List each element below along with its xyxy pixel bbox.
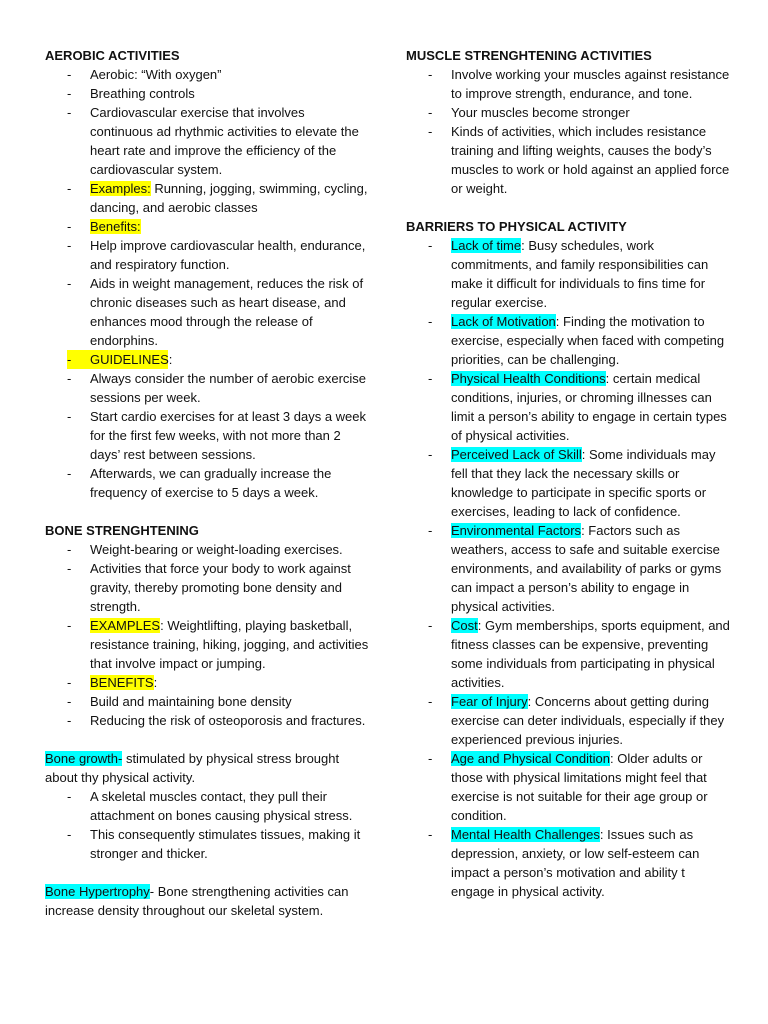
bone-growth-paragraph: Bone growth- stimulated by physical stress brought about thy physical activity. <box>45 751 340 785</box>
aerobic-heading: AEROBIC ACTIVITIES <box>45 48 180 63</box>
muscle-list <box>406 65 731 198</box>
highlight-term: Bone growth- <box>45 751 123 766</box>
list-item: - Always consider the number of aerobic exercise sessions per week. <box>67 371 367 405</box>
list-item <box>45 350 370 369</box>
bullet-dash: - <box>67 105 72 120</box>
bone-hypertrophy-paragraph: Bone Hypertrophy- Bone strengthening activities can increase density throughout our skeletal system. <box>45 884 349 918</box>
list-item: - Age and Physical Condition: Older adults or those with physical limitations might feel that exercise is not suitable for their age group or condition. <box>428 751 708 823</box>
list-item: - Lack of Motivation: Finding the motivation to exercise, especially when faced with competing priorities, can be challenging. <box>428 314 725 367</box>
list-item: - Build and maintaining bone density <box>67 694 292 709</box>
spacer <box>45 863 370 882</box>
bullet-dash: - <box>428 618 433 633</box>
bullet-dash: - <box>428 694 433 709</box>
list-item: - Afterwards, we can gradually increase the frequency of exercise to 5 days a week. <box>67 466 332 500</box>
aerobic-list <box>45 65 370 502</box>
highlight-term: Age and Physical Condition <box>451 751 610 766</box>
bullet-dash: - <box>67 238 72 253</box>
bullet-dash: - <box>67 827 72 842</box>
muscle-heading: MUSCLE STRENGHTENING ACTIVITIES <box>406 48 652 63</box>
bullet-dash: - <box>67 789 72 804</box>
bullet-dash: - <box>428 827 433 842</box>
spacer <box>406 198 731 217</box>
highlight-term: Lack of Motivation <box>451 314 556 329</box>
highlight-label: GUIDELINES: <box>90 352 173 367</box>
list-item: - Physical Health Conditions: certain medical conditions, injuries, or chroming illnesses can limit a person’s ability to engage in certain types of physical activities. <box>428 371 727 443</box>
list-item: - Involve working your muscles against resistance to improve strength, endurance, and tone. <box>428 67 730 101</box>
barriers-heading: BARRIERS TO PHYSICAL ACTIVITY <box>406 219 627 234</box>
highlight-term: Lack of time <box>451 238 522 253</box>
bullet-dash: - <box>67 352 72 367</box>
bullet-dash: - <box>67 694 72 709</box>
bone-growth-list <box>45 787 370 863</box>
left-column <box>45 46 370 920</box>
list-item: - Environmental Factors: Factors such as weathers, access to safe and suitable exercise environments, and availability of parks or gyms can impact a person’s ability to engage in physical activities. <box>428 523 722 614</box>
highlight-label: Examples: <box>90 181 151 196</box>
highlight-label: Benefits: <box>90 219 141 234</box>
bullet-dash: - <box>67 675 72 690</box>
bullet-dash: - <box>67 618 72 633</box>
bullet-dash: - <box>428 67 433 82</box>
list-item: - EXAMPLES: Weightlifting, playing basketball, resistance training, hiking, jogging, and activities that involve impact or jumping. <box>67 618 369 671</box>
list-item: - Lack of time: Busy schedules, work commitments, and family responsibilities can make it difficult for individuals to fins time for regular exercise. <box>428 238 709 310</box>
bullet-dash: - <box>67 561 72 576</box>
highlight-term: Perceived Lack of Skill <box>451 447 582 462</box>
bullet-dash: - <box>67 713 72 728</box>
bullet-dash: - <box>67 276 72 291</box>
list-item <box>45 217 370 236</box>
list-item: - Breathing controls <box>67 86 195 101</box>
list-item: - Kinds of activities, which includes resistance training and lifting weights, causes the body’s muscles to work or hold against an applied force or weight. <box>428 124 730 196</box>
bullet-dash: - <box>67 371 72 386</box>
list-item: - Perceived Lack of Skill: Some individuals may fell that they lack the necessary skills or knowledge to participate in specific sports or exercises, leading to lack of confidence. <box>428 447 716 519</box>
list-item: - Aerobic: “With oxygen” <box>67 67 222 82</box>
list-item: - Mental Health Challenges: Issues such as depression, anxiety, or low self-esteem can impact a person’s motivation and ability t engage in physical activity. <box>428 827 700 899</box>
highlight-term: Fear of Injury <box>451 694 528 709</box>
list-item: - Reducing the risk of osteoporosis and fractures. <box>67 713 366 728</box>
bullet-dash: - <box>428 105 433 120</box>
bullet-dash: - <box>428 523 433 538</box>
highlight-term: Mental Health Challenges <box>451 827 600 842</box>
bone-list <box>45 540 370 730</box>
list-item: - A skeletal muscles contact, they pull their attachment on bones causing physical stress. <box>67 789 353 823</box>
list-item: - Start cardio exercises for at least 3 days a week for the first few weeks, with not more than 2 days’ rest between sessions. <box>67 409 367 462</box>
list-item: - BENEFITS: <box>67 675 158 690</box>
highlight-term: Bone Hypertrophy <box>45 884 150 899</box>
list-item: - Help improve cardiovascular health, endurance, and respiratory function. <box>67 238 366 272</box>
bullet-dash: - <box>67 86 72 101</box>
spacer <box>45 730 370 749</box>
bullet-dash: - <box>67 67 72 82</box>
bone-heading: BONE STRENGHTENING <box>45 523 199 538</box>
highlight-term: Physical Health Conditions <box>451 371 606 386</box>
list-item: - Cardiovascular exercise that involves continuous ad rhythmic activities to elevate the heart rate and improve the efficiency of the cardiovascular system. <box>67 105 359 177</box>
list-item: - Fear of Injury: Concerns about getting during exercise can deter individuals, especially if they experienced previous injuries. <box>428 694 725 747</box>
bullet-dash: - <box>67 466 72 481</box>
highlight-term: Environmental Factors <box>451 523 582 538</box>
bullet-dash: - <box>67 409 72 424</box>
bullet-dash: - <box>67 542 72 557</box>
barriers-list <box>406 236 731 901</box>
bullet-dash: - <box>428 447 433 462</box>
bullet-dash: - <box>428 371 433 386</box>
list-item: - Your muscles become stronger <box>428 105 630 120</box>
bullet-dash: - <box>428 751 433 766</box>
list-item: - Examples: Running, jogging, swimming, cycling, dancing, and aerobic classes <box>67 181 368 215</box>
list-item: - Aids in weight management, reduces the risk of chronic diseases such as heart disease, and enhances mood through the release of endorphins. <box>67 276 364 348</box>
bullet-dash: - <box>428 314 433 329</box>
highlight-label: EXAMPLES <box>90 618 161 633</box>
bullet-dash: - <box>67 181 72 196</box>
list-item: - Weight-bearing or weight-loading exercises. <box>67 542 343 557</box>
spacer <box>45 502 370 521</box>
list-item: - Cost: Gym memberships, sports equipment, and fitness classes can be expensive, preventing some individuals from participating in physical activities. <box>428 618 730 690</box>
highlight-label: BENEFITS <box>90 675 154 690</box>
highlight-term: Cost <box>451 618 478 633</box>
bullet-dash: - <box>428 124 433 139</box>
list-item: - Activities that force your body to work against gravity, thereby promoting bone density and strength. <box>67 561 351 614</box>
right-column <box>406 46 731 901</box>
bullet-dash: - <box>428 238 433 253</box>
list-item: - This consequently stimulates tissues, making it stronger and thicker. <box>67 827 361 861</box>
bullet-dash: - <box>67 219 72 234</box>
